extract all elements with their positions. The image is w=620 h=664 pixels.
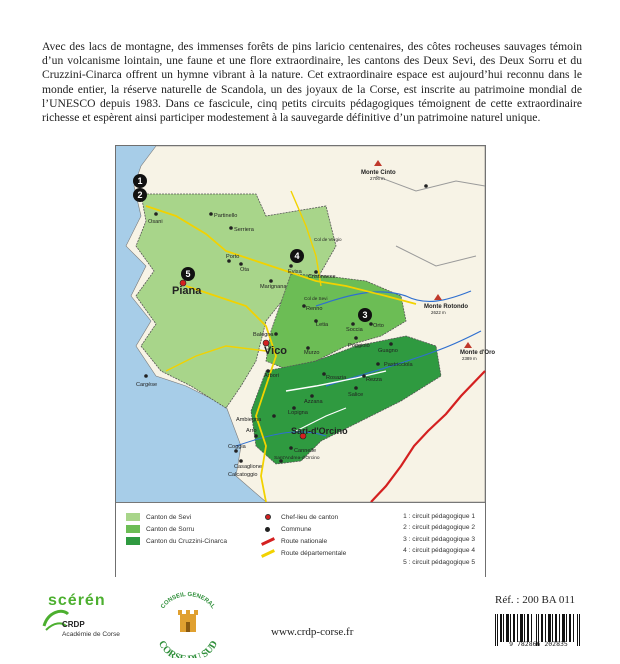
svg-text:Cristinacce: Cristinacce	[308, 274, 336, 280]
svg-text:2622 m: 2622 m	[431, 310, 446, 315]
legend-circuit-2: 2 : circuit pédagogique 2	[403, 524, 475, 532]
sceren-wordmark: scérén	[48, 592, 106, 609]
label-vico: Vico	[264, 345, 288, 357]
svg-text:Sant'Andrea-d'Orcino: Sant'Andrea-d'Orcino	[274, 456, 320, 461]
svg-text:Cargèse: Cargèse	[136, 382, 158, 388]
svg-text:CORSE DU SUD: CORS U SUD	[155, 638, 221, 658]
legend-zone-cruzzini: Canton du Cruzzini-Cinarca	[126, 535, 227, 547]
svg-text:Renno: Renno	[306, 306, 323, 312]
legend-chef-lieu: Chef-lieu de canton	[261, 511, 346, 523]
label-sari-orcino: Sari-d'Orcino	[291, 426, 348, 436]
tower-icon	[178, 610, 198, 632]
svg-text:CONSEIL GENERAL: CONSEIL GENERAL	[160, 591, 216, 611]
svg-text:Azzana: Azzana	[304, 399, 323, 405]
legend-circuit-4: 4 : circuit pédagogique 4	[403, 547, 475, 555]
svg-text:Letia: Letia	[316, 322, 329, 328]
svg-text:Serriera: Serriera	[234, 227, 254, 233]
label-piana: Piana	[172, 285, 202, 297]
svg-text:2389 m: 2389 m	[462, 356, 477, 361]
svg-text:Poggiolo: Poggiolo	[348, 343, 370, 349]
sceren-logo	[40, 592, 140, 652]
svg-text:2706 m: 2706 m	[370, 176, 385, 181]
chef-lieu-icon	[261, 513, 275, 521]
svg-text:Murzo: Murzo	[304, 350, 320, 356]
svg-text:Salice: Salice	[348, 392, 364, 398]
svg-text:Porto: Porto	[226, 254, 240, 260]
svg-text:Evisa: Evisa	[288, 269, 302, 275]
route-departementale-icon	[261, 549, 275, 557]
svg-text:Arro: Arro	[246, 428, 257, 434]
circuit-label-3: 3	[362, 310, 368, 320]
svg-text:Orto: Orto	[373, 323, 384, 329]
legend-zone-sevi: Canton de Sevi	[126, 511, 227, 523]
route-nationale-icon	[261, 537, 275, 545]
legend-route-nationale: Route nationale	[261, 535, 346, 547]
legend-commune: Commune	[261, 523, 346, 535]
legend-symbols	[261, 511, 346, 559]
svg-text:Calcatoggio: Calcatoggio	[228, 472, 258, 478]
svg-text:Balogna: Balogna	[253, 332, 274, 338]
map-svg	[116, 146, 496, 502]
svg-text:Guagno: Guagno	[378, 348, 398, 354]
svg-text:Monte Cinto: Monte Cinto	[361, 170, 396, 176]
legend-zones	[126, 511, 227, 547]
svg-text:Pastricciola: Pastricciola	[384, 362, 413, 368]
academie-label: Académie de Corse	[62, 631, 120, 638]
svg-text:Soccia: Soccia	[346, 327, 363, 333]
legend-circuit-1: 1 : circuit pédagogique 1	[403, 513, 475, 520]
swatch-sorru	[126, 525, 140, 533]
circuit-label-2: 2	[137, 190, 143, 200]
conseil-general-logo	[148, 588, 228, 658]
circuit-label-1: 1	[137, 176, 143, 186]
svg-text:Rosazia: Rosazia	[326, 375, 347, 381]
svg-text:Monte d'Oro: Monte d'Oro	[460, 350, 496, 356]
isbn-number: 9 782866 202835	[509, 640, 568, 648]
canton-map	[115, 145, 496, 577]
svg-text:Col de Sevi: Col de Sevi	[304, 296, 328, 301]
commune-icon	[261, 525, 275, 533]
intro-paragraph: Avec des lacs de montagne, des immenses forêts de pins laricio centenaires, des côtes rocheuses sauvages témoin d’un volcanisme lointain, une faune et une flore extraordinaire, les cantons des Deux Sevi, des Deux Sorru et du Cruzzini-Cinarca offrent un hymne vibrant à la nature. Cet extraordinaire espace est aujourd’hui reconnu dans le monde entier, la réserve naturelle de Scandola, un des joyaux de la Corse, est inscrite au patrimoine mondial de l’UNESCO depuis 1983. Dans ce fascicule, cinq petits circuits pédagogiques témoignent de cette extraordinaire richesse et espèrent ainsi participer modestement à la sauvegarde définitive d’un patrimoine naturel unique.	[42, 40, 582, 125]
legend-route-departementale: Route départementale	[261, 547, 346, 559]
crdp-label: CRDP	[62, 620, 85, 629]
legend-circuit-3: 3 : circuit pédagogique 3	[403, 535, 475, 543]
conseil-general-emblem	[148, 588, 228, 658]
svg-text:Casaglione: Casaglione	[234, 464, 262, 470]
svg-text:Col de Vergio: Col de Vergio	[314, 237, 342, 242]
swatch-sevi	[126, 513, 140, 521]
website-url[interactable]: www.crdp-corse.fr	[271, 626, 354, 638]
svg-text:Partinello: Partinello	[214, 213, 238, 219]
svg-text:Lopigna: Lopigna	[288, 410, 308, 416]
legend-zone-sorru: Canton de Sorru	[126, 523, 227, 535]
legend-circuit-5: 5 : circuit pédagogique 5	[403, 558, 475, 566]
legend-circuits	[403, 511, 475, 568]
svg-text:Arbori: Arbori	[264, 373, 279, 379]
svg-text:Ambiegna: Ambiegna	[236, 417, 262, 423]
map-legend	[116, 502, 485, 577]
circuit-label-5: 5	[185, 269, 191, 279]
svg-text:Rezza: Rezza	[366, 377, 382, 383]
reference-number: Réf. : 200 BA 011	[495, 594, 575, 606]
svg-text:Cannelle: Cannelle	[294, 448, 317, 454]
swatch-cruzzini	[126, 537, 140, 545]
svg-text:Marignana: Marignana	[260, 284, 287, 290]
circuit-label-4: 4	[294, 251, 300, 261]
svg-text:Monte Rotondo: Monte Rotondo	[424, 304, 468, 310]
svg-text:Ota: Ota	[240, 267, 250, 273]
svg-text:Osani: Osani	[148, 219, 163, 225]
svg-text:Coggia: Coggia	[228, 444, 246, 450]
